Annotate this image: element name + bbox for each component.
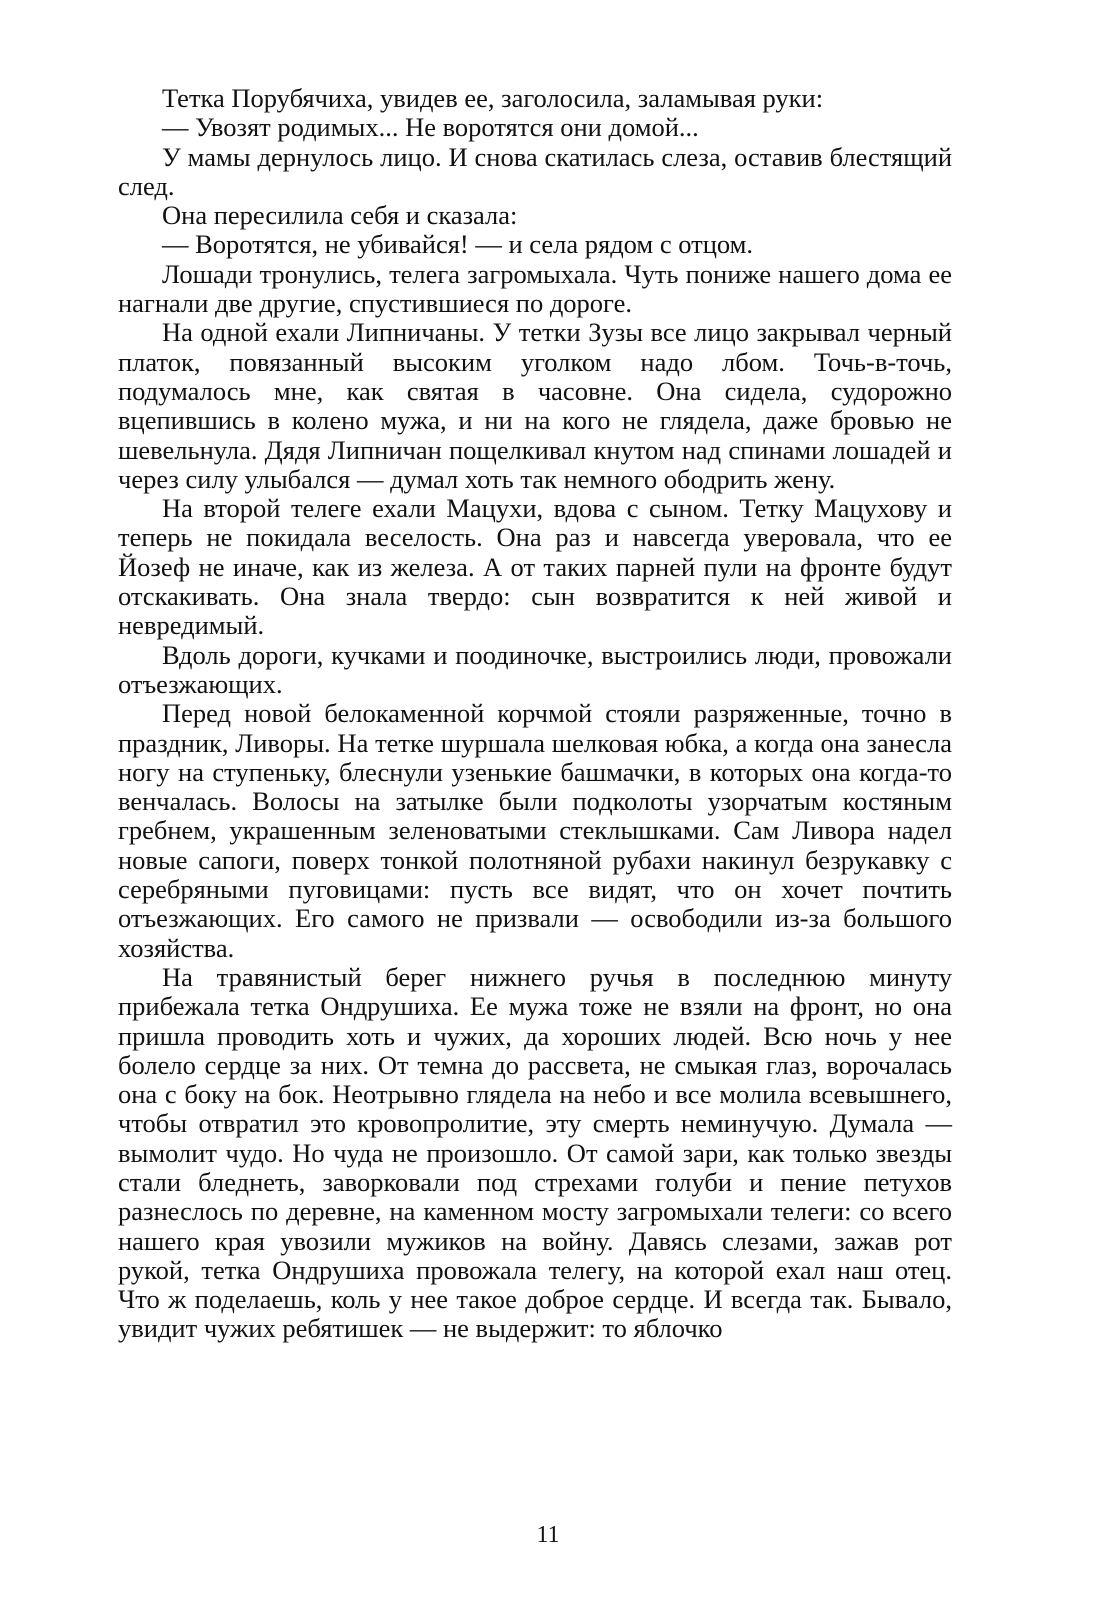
paragraph: Лошади тронулись, телега загромыхала. Чуть пониже нашего дома ее нагнали две другие, спустившиеся по дороге. <box>118 258 952 319</box>
paragraph: Перед новой белокаменной корчмой стояли разряженные, точно в праздник, Ливоры. На тетке шуршала шелковая юбка, а когда она занесла ногу на ступеньку, блеснули узенькие башмачки, в которых она когда-то венчалась. Волосы на затылке были подколоты узорчатым костяным гребнем, украшенным зеленоватыми стеклышками. Сам Ливора надел новые сапоги, поверх тонкой полотняной рубахи накинул безрукавку с серебряными пуговицами: пусть все видят, что он хочет почтить отъезжающих. Его самого не призвали — освободили из-за большого хозяйства. <box>118 698 952 963</box>
paragraph: На второй телеге ехали Мацухи, вдова с сыном. Тетку Мацухову и теперь не покидала веселость. Она раз и навсегда уверовала, что ее Йозеф не иначе, как из железа. А от таких парней пули на фронте будут отскакивать. Она знала твердо: сын возвратится к ней живой и невредимый. <box>118 493 952 641</box>
paragraph: — Увозят родимых... Не воротятся они домой... <box>162 112 699 143</box>
page-number: 11 <box>536 1522 560 1548</box>
paragraph: На травянистый берег нижнего ручья в последнюю минуту прибежала тетка Ондрушиха. Ее мужа тоже не взяли на фронт, но она пришла проводить хоть и чужих, да хороших людей. Всю ночь у нее болело сердце за них. От темна до рассвета, не смыкая глаз, ворочалась она с боку на бок. Неотрывно глядела на небо и все молила всевышнего, чтобы отвратил это кровопролитие, эту смерть неминучую. Думала — вымолит чудо. Но чуда не произошло. От самой зари, как только звезды стали бледнеть, заворковали под стрехами голуби и пение петухов разнеслось по деревне, на каменном мосту загромыхали телеги: со всего нашего края увозили мужиков на войну. Давясь слезами, зажав рот рукой, тетка Ондрушиха провожала телегу, на которой ехал наш отец. Что ж поделаешь, коль у нее такое доброе сердце. И всегда так. Бывало, увидит чужих ребятишек — не выдержит: то яблочко <box>118 961 952 1344</box>
paragraph: На одной ехали Липничаны. У тетки Зузы все лицо закрывал черный платок, повязанный высоким уголком надо лбом. Точь-в-точь, подумалось мне, как святая в часовне. Она сидела, судорожно вцепившись в колено мужа, и ни на кого не глядела, даже бровью не шевельнула. Дядя Липничан пощелкивал кнутом над спинами лошадей и через силу улыбался — думал хоть так немного ободрить жену. <box>118 317 952 494</box>
paragraph: Тетка Порубячиха, увидев ее, заголосила, заламывая руки: <box>162 83 824 113</box>
book-page-text <box>118 84 952 1344</box>
paragraph: Она пересилила себя и сказала: <box>162 200 518 231</box>
paragraph: Вдоль дороги, кучками и поодиночке, выстроились люди, провожали отъезжающих. <box>118 639 952 699</box>
paragraph: — Воротятся, не убивайся! — и села рядом с отцом. <box>162 229 754 260</box>
paragraph: У мамы дернулось лицо. И снова скатилась слеза, оставив блестящий след. <box>118 141 952 201</box>
